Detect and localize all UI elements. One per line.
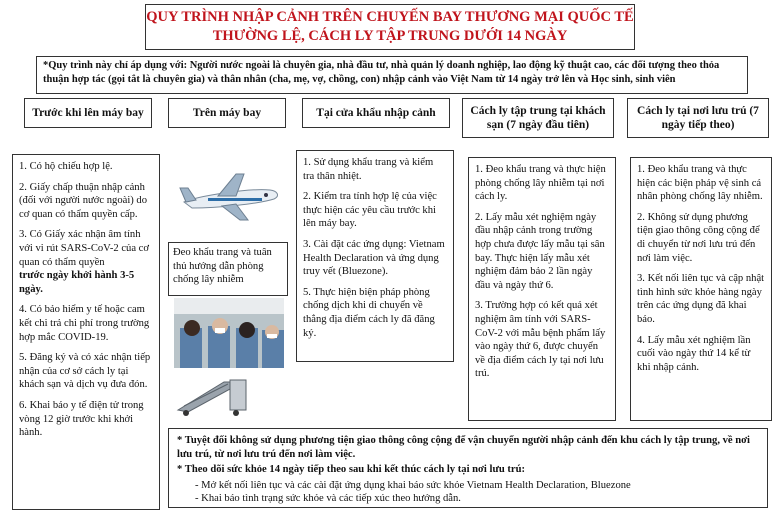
- header-residence: Cách ly tại nơi lưu trú (7 ngày tiếp theo): [627, 98, 769, 138]
- bottom-notes: [168, 428, 768, 508]
- title-line-1: QUY TRÌNH NHẬP CẢNH TRÊN CHUYẾN BAY THƯƠNG MẠI QUỐC TẾ: [146, 9, 634, 25]
- note-sub-item: - Mở kết nối liên tục và các cài đặt ứng dụng khai báo sức khỏe Vietnam Health Declaration, Bluezone: [195, 479, 631, 491]
- list-item: 3. Trường hợp có kết quả xét nghiệm âm tính với SARS-CoV-2 với mẫu bệnh phẩm lấy vào ngày thứ 6, được chuyển về địa điểm cách ly tại nơi lưu trú.: [475, 300, 606, 380]
- onboard-note: Đeo khẩu trang và tuân thủ hướng dẫn phòng chống lây nhiễm: [168, 242, 288, 296]
- hotel-column: [468, 157, 616, 421]
- list-item: 1. Đeo khẩu trang và thực hiện các biện pháp vệ sinh cá nhân phòng chống lây nhiễm.: [637, 164, 763, 203]
- list-item-emphasis: trước ngày khởi hành 3-5 ngày.: [19, 270, 135, 295]
- title-line-2: THƯỜNG LỆ, CÁCH LY TẬP TRUNG DƯỚI 14 NGÀY: [212, 28, 568, 44]
- list-item: 4. Lấy mẫu xét nghiệm lần cuối vào ngày thứ 14 kể từ khi nhập cảnh.: [637, 334, 751, 373]
- note-sub-item: - Khai báo tình trạng sức khỏe và các tiếp xúc theo hướng dẫn.: [195, 493, 461, 504]
- list-item: 3. Kết nối liên tục và cập nhật tình hình sức khỏe hàng ngày trên các ứng dụng đã khai báo.: [637, 273, 765, 325]
- list-item: 3. Có Giấy xác nhận âm tính với vi rút SARS-CoV-2 của cơ quan có thẩm quyền: [19, 229, 149, 268]
- airport-stairs-icon: [174, 376, 250, 416]
- residence-column: [630, 157, 772, 421]
- airplane-icon: [178, 168, 282, 224]
- cabin-passengers-photo: [174, 298, 284, 368]
- header-before: Trước khi lên máy bay: [24, 98, 152, 128]
- note-health-monitoring: * Theo dõi sức khỏe 14 ngày tiếp theo sau khi kết thúc cách ly tại nơi lưu trú:: [177, 464, 526, 475]
- list-item: 5. Đăng ký và có xác nhận tiếp nhận của cơ sở cách ly tại khách sạn và dịch vụ đưa đón.: [19, 352, 151, 391]
- page-title: [145, 4, 635, 50]
- note-public-transport: * Tuyệt đối không sử dụng phương tiện giao thông công cộng để vận chuyển người nhập cảnh đến khu cách ly tập trung, về nơi lưu trú, từ nơi lưu trú đến nơi làm việc.: [177, 435, 750, 460]
- list-item: 4. Có bảo hiểm y tế hoặc cam kết chi trả chi phí trong trường hợp mắc COVID-19.: [19, 304, 150, 343]
- list-item: 3. Cài đặt các ứng dụng: Vietnam Health Declaration và ứng dụng truy vết (Bluezone).: [303, 238, 445, 278]
- scope-note: *Quy trình này chỉ áp dụng với: Người nước ngoài là chuyên gia, nhà đầu tư, nhà quản lý doanh nghiệp, lao động kỹ thuật cao, các đối tượng theo thỏa thuận hợp tác (gọi tắt là chuyên gia) và thân nhân (cha, mẹ, vợ, chồng, con) nhập cảnh vào Việt Nam từ 14 ngày trở lên và Học sinh, sinh viên: [36, 56, 748, 94]
- list-item: 2. Không sử dụng phương tiện giao thông công cộng để di chuyển từ nơi lưu trú đến nơi làm việc.: [637, 211, 760, 264]
- list-item: 1. Đeo khẩu trang và thực hiện phòng chống lây nhiễm tại nơi cách ly.: [475, 164, 606, 203]
- list-item: 2. Kiểm tra tính hợp lệ của việc thực hiện các yêu cầu trước khi lên máy bay.: [303, 191, 437, 230]
- border-column: [296, 150, 454, 362]
- list-item: 6. Khai báo y tế điện tử trong vòng 12 giờ trước khi khởi hành.: [19, 399, 144, 439]
- header-onboard: Trên máy bay: [168, 98, 286, 128]
- list-item: 1. Sử dụng khẩu trang và kiểm tra thân nhiệt.: [303, 157, 434, 182]
- list-item: 2. Giấy chấp thuận nhập cảnh (đối với người nước ngoài) do cơ quan có thẩm quyền cấp.: [19, 181, 148, 220]
- list-item: 1. Có hộ chiếu hợp lệ.: [19, 161, 113, 172]
- list-item: 5. Thực hiện biện pháp phòng chống dịch khi di chuyển về thẳng địa điểm cách ly đã đăng ký.: [303, 286, 435, 339]
- header-hotel: Cách ly tập trung tại khách sạn (7 ngày đầu tiên): [462, 98, 614, 138]
- header-border: Tại cửa khẩu nhập cảnh: [302, 98, 450, 128]
- before-column: [12, 154, 160, 510]
- list-item: 2. Lấy mẫu xét nghiệm ngày đầu nhập cảnh trong trường hợp chưa được lấy mẫu tại sân bay. Thực hiện lấy mẫu xét nghiệm đảm bảo 2 lần ngày đầu và ngày thứ 6.: [475, 211, 605, 291]
